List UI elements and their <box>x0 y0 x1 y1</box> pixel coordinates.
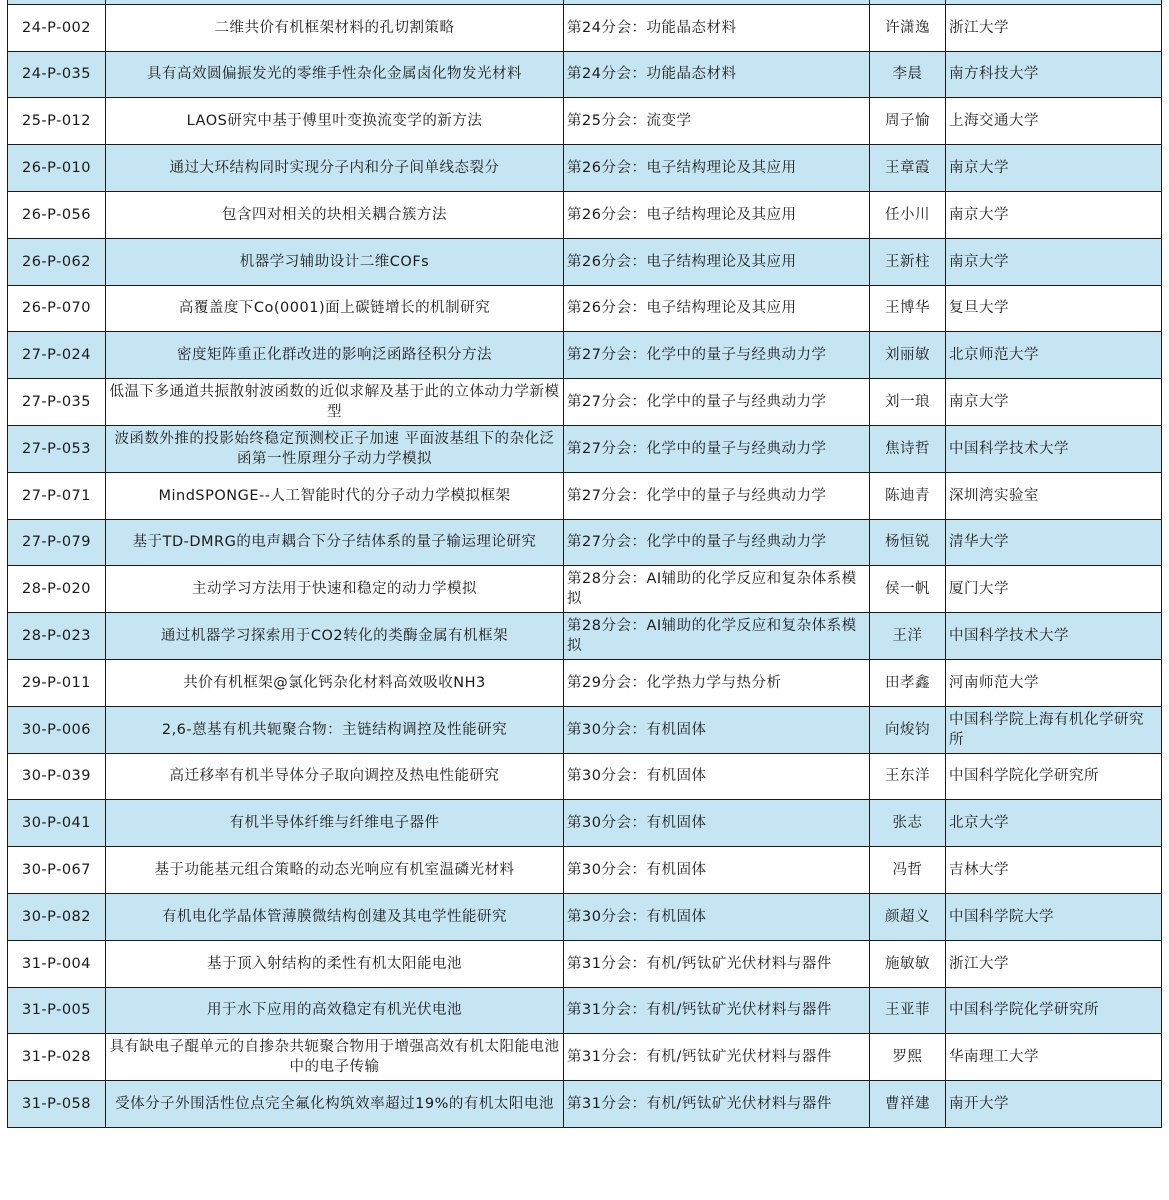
poster-id-cell: 31-P-005 <box>8 987 106 1034</box>
poster-id-cell: 26-P-010 <box>8 145 106 192</box>
presenter-name-cell: 颜超义 <box>870 893 946 940</box>
session-cell: 第26分会：电子结构理论及其应用 <box>564 285 870 332</box>
table-row <box>8 238 1162 285</box>
poster-id-cell: 30-P-041 <box>8 800 106 847</box>
table-row <box>8 285 1162 332</box>
poster-id-cell: 31-P-058 <box>8 1081 106 1128</box>
presenter-name-cell: 许潇逸 <box>870 4 946 51</box>
session-cell: 第28分会：AI辅助的化学反应和复杂体系模拟 <box>564 566 870 613</box>
presenter-name-cell: 王博华 <box>870 285 946 332</box>
institution-cell: 吉林大学 <box>946 847 1162 894</box>
poster-id-cell: 28-P-020 <box>8 566 106 613</box>
table-row <box>8 145 1162 192</box>
poster-title-cell: 基于顶入射结构的柔性有机太阳能电池 <box>106 940 564 987</box>
table-row <box>8 519 1162 566</box>
session-cell: 第26分会：电子结构理论及其应用 <box>564 238 870 285</box>
session-cell: 第30分会：有机固体 <box>564 753 870 800</box>
poster-id-cell: 27-P-053 <box>8 425 106 472</box>
session-cell: 第28分会：AI辅助的化学反应和复杂体系模拟 <box>564 613 870 660</box>
poster-title-cell: 有机电化学晶体管薄膜微结构创建及其电学性能研究 <box>106 893 564 940</box>
poster-title-cell: 用于水下应用的高效稳定有机光伏电池 <box>106 987 564 1034</box>
institution-cell: 南京大学 <box>946 145 1162 192</box>
poster-title-cell: 二维共价有机框架材料的孔切割策略 <box>106 4 564 51</box>
session-cell: 第27分会：化学中的量子与经典动力学 <box>564 332 870 379</box>
table-row <box>8 379 1162 426</box>
poster-title-cell: 包含四对相关的块相关耦合簇方法 <box>106 191 564 238</box>
institution-cell: 南京大学 <box>946 238 1162 285</box>
poster-id-cell: 24-P-002 <box>8 4 106 51</box>
table-row <box>8 51 1162 98</box>
table-row <box>8 800 1162 847</box>
poster-title-cell: 具有缺电子醌单元的自掺杂共轭聚合物用于增强高效有机太阳能电池中的电子传输 <box>106 1034 564 1081</box>
poster-id-cell: 26-P-070 <box>8 285 106 332</box>
presenter-name-cell: 刘丽敏 <box>870 332 946 379</box>
table-row <box>8 472 1162 519</box>
table-row <box>8 659 1162 706</box>
institution-cell: 中国科学院化学研究所 <box>946 987 1162 1034</box>
session-cell: 第26分会：电子结构理论及其应用 <box>564 145 870 192</box>
poster-id-cell: 30-P-039 <box>8 753 106 800</box>
institution-cell: 华南理工大学 <box>946 1034 1162 1081</box>
poster-title-cell: 具有高效圆偏振发光的零维手性杂化金属卤化物发光材料 <box>106 51 564 98</box>
table-row <box>8 566 1162 613</box>
presenter-name-cell: 陈迪青 <box>870 472 946 519</box>
poster-id-cell: 29-P-011 <box>8 659 106 706</box>
institution-cell: 南开大学 <box>946 1081 1162 1128</box>
session-cell: 第27分会：化学中的量子与经典动力学 <box>564 472 870 519</box>
session-cell: 第31分会：有机/钙钛矿光伏材料与器件 <box>564 1034 870 1081</box>
poster-title-cell: 高覆盖度下Co(0001)面上碳链增长的机制研究 <box>106 285 564 332</box>
institution-cell: 河南师范大学 <box>946 659 1162 706</box>
institution-cell: 中国科学技术大学 <box>946 425 1162 472</box>
institution-cell: 中国科学技术大学 <box>946 613 1162 660</box>
poster-title-cell: 机器学习辅助设计二维COFs <box>106 238 564 285</box>
presenter-name-cell: 王新柱 <box>870 238 946 285</box>
table-row <box>8 1081 1162 1128</box>
session-cell: 第30分会：有机固体 <box>564 847 870 894</box>
presenter-name-cell: 冯哲 <box>870 847 946 894</box>
poster-id-cell: 27-P-035 <box>8 379 106 426</box>
poster-title-cell: 低温下多通道共振散射波函数的近似求解及基于此的立体动力学新模型 <box>106 379 564 426</box>
poster-id-cell: 25-P-012 <box>8 98 106 145</box>
session-cell: 第27分会：化学中的量子与经典动力学 <box>564 519 870 566</box>
poster-id-cell: 30-P-082 <box>8 893 106 940</box>
institution-cell: 上海交通大学 <box>946 98 1162 145</box>
presenter-name-cell: 李晨 <box>870 51 946 98</box>
poster-title-cell: MindSPONGE--人工智能时代的分子动力学模拟框架 <box>106 472 564 519</box>
poster-id-cell: 27-P-079 <box>8 519 106 566</box>
poster-id-cell: 27-P-024 <box>8 332 106 379</box>
session-cell: 第24分会：功能晶态材料 <box>564 4 870 51</box>
table-row <box>8 940 1162 987</box>
table-row <box>8 847 1162 894</box>
presenter-name-cell: 曹祥建 <box>870 1081 946 1128</box>
presenter-name-cell: 杨恒锐 <box>870 519 946 566</box>
presenter-name-cell: 张志 <box>870 800 946 847</box>
poster-id-cell: 26-P-062 <box>8 238 106 285</box>
session-cell: 第31分会：有机/钙钛矿光伏材料与器件 <box>564 940 870 987</box>
table-row <box>8 706 1162 753</box>
presenter-name-cell: 任小川 <box>870 191 946 238</box>
institution-cell: 厦门大学 <box>946 566 1162 613</box>
session-cell: 第29分会：化学热力学与热分析 <box>564 659 870 706</box>
institution-cell: 北京大学 <box>946 800 1162 847</box>
poster-title-cell: 波函数外推的投影始终稳定预测校正子加速 平面波基组下的杂化泛函第一性原理分子动力学模拟 <box>106 425 564 472</box>
presenter-name-cell: 罗熙 <box>870 1034 946 1081</box>
session-cell: 第30分会：有机固体 <box>564 706 870 753</box>
presenter-name-cell: 王亚菲 <box>870 987 946 1034</box>
institution-cell: 浙江大学 <box>946 4 1162 51</box>
session-cell: 第30分会：有机固体 <box>564 800 870 847</box>
institution-cell: 中国科学院大学 <box>946 893 1162 940</box>
poster-title-cell: 通过机器学习探索用于CO2转化的类酶金属有机框架 <box>106 613 564 660</box>
poster-title-cell: 2,6-蒽基有机共轭聚合物：主链结构调控及性能研究 <box>106 706 564 753</box>
institution-cell: 浙江大学 <box>946 940 1162 987</box>
presenter-name-cell: 王东洋 <box>870 753 946 800</box>
poster-title-cell: 基于TD-DMRG的电声耦合下分子结体系的量子输运理论研究 <box>106 519 564 566</box>
session-cell: 第31分会：有机/钙钛矿光伏材料与器件 <box>564 987 870 1034</box>
presenter-name-cell: 王章霞 <box>870 145 946 192</box>
poster-id-cell: 26-P-056 <box>8 191 106 238</box>
presenter-name-cell: 刘一琅 <box>870 379 946 426</box>
table-body <box>8 0 1162 1127</box>
institution-cell: 复旦大学 <box>946 285 1162 332</box>
session-cell: 第27分会：化学中的量子与经典动力学 <box>564 379 870 426</box>
poster-title-cell: 受体分子外围活性位点完全氟化构筑效率超过19%的有机太阳电池 <box>106 1081 564 1128</box>
poster-title-cell: 高迁移率有机半导体分子取向调控及热电性能研究 <box>106 753 564 800</box>
institution-cell: 深圳湾实验室 <box>946 472 1162 519</box>
table-row <box>8 613 1162 660</box>
poster-title-cell: 通过大环结构同时实现分子内和分子间单线态裂分 <box>106 145 564 192</box>
presenter-name-cell: 侯一帆 <box>870 566 946 613</box>
poster-title-cell: 共价有机框架@氯化钙杂化材料高效吸收NH3 <box>106 659 564 706</box>
session-cell: 第31分会：有机/钙钛矿光伏材料与器件 <box>564 1081 870 1128</box>
session-cell: 第26分会：电子结构理论及其应用 <box>564 191 870 238</box>
institution-cell: 中国科学院化学研究所 <box>946 753 1162 800</box>
poster-title-cell: 有机半导体纤维与纤维电子器件 <box>106 800 564 847</box>
poster-title-cell: 主动学习方法用于快速和稳定的动力学模拟 <box>106 566 564 613</box>
presenter-name-cell: 向焌钧 <box>870 706 946 753</box>
institution-cell: 中国科学院上海有机化学研究所 <box>946 706 1162 753</box>
poster-award-table <box>7 0 1162 1128</box>
session-cell: 第30分会：有机固体 <box>564 893 870 940</box>
poster-id-cell: 27-P-071 <box>8 472 106 519</box>
table-row <box>8 1034 1162 1081</box>
table-row <box>8 332 1162 379</box>
presenter-name-cell: 田孝鑫 <box>870 659 946 706</box>
table-row <box>8 4 1162 51</box>
poster-id-cell: 24-P-035 <box>8 51 106 98</box>
institution-cell: 清华大学 <box>946 519 1162 566</box>
poster-id-cell: 31-P-004 <box>8 940 106 987</box>
poster-id-cell: 30-P-067 <box>8 847 106 894</box>
session-cell: 第27分会：化学中的量子与经典动力学 <box>564 425 870 472</box>
table-row <box>8 753 1162 800</box>
session-cell: 第25分会：流变学 <box>564 98 870 145</box>
table-row <box>8 191 1162 238</box>
presenter-name-cell: 施敏敏 <box>870 940 946 987</box>
poster-title-cell: LAOS研究中基于傅里叶变换流变学的新方法 <box>106 98 564 145</box>
presenter-name-cell: 焦诗哲 <box>870 425 946 472</box>
institution-cell: 南京大学 <box>946 379 1162 426</box>
presenter-name-cell: 周子愉 <box>870 98 946 145</box>
poster-title-cell: 基于功能基元组合策略的动态光响应有机室温磷光材料 <box>106 847 564 894</box>
table-row <box>8 98 1162 145</box>
table-row <box>8 425 1162 472</box>
poster-id-cell: 31-P-028 <box>8 1034 106 1081</box>
poster-id-cell: 28-P-023 <box>8 613 106 660</box>
table-row <box>8 893 1162 940</box>
institution-cell: 北京师范大学 <box>946 332 1162 379</box>
session-cell: 第24分会：功能晶态材料 <box>564 51 870 98</box>
poster-title-cell: 密度矩阵重正化群改进的影响泛函路径积分方法 <box>106 332 564 379</box>
table-row <box>8 987 1162 1034</box>
presenter-name-cell: 王洋 <box>870 613 946 660</box>
poster-id-cell: 30-P-006 <box>8 706 106 753</box>
institution-cell: 南方科技大学 <box>946 51 1162 98</box>
institution-cell: 南京大学 <box>946 191 1162 238</box>
